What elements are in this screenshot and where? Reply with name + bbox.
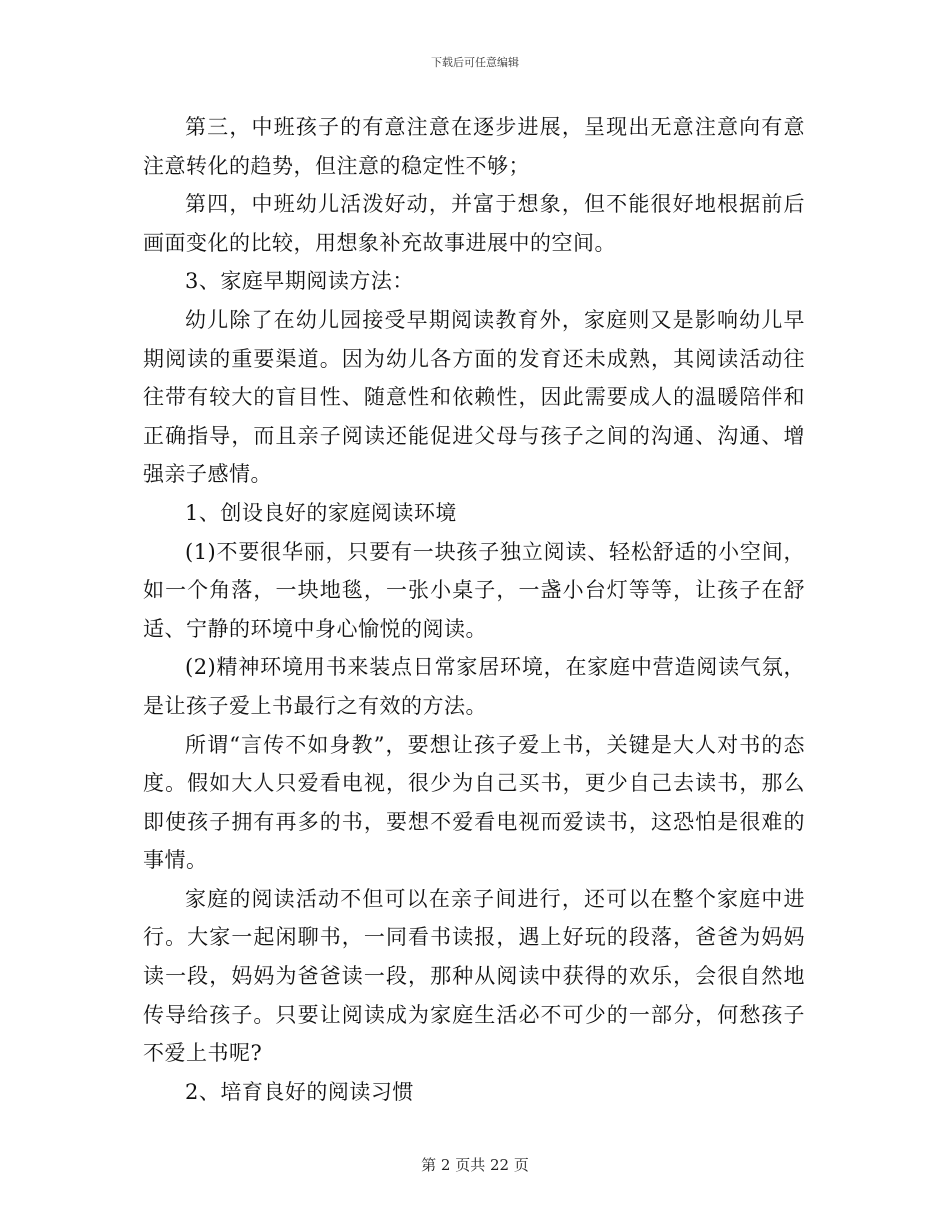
page-number-footer: 第 2 页共 22 页	[421, 1156, 529, 1174]
document-body	[143, 108, 805, 1111]
paragraph-family-channel: 幼儿除了在幼儿园接受早期阅读教育外，家庭则又是影响幼儿早期阅读的重要渠道。因为幼儿各方面的发育还未成熟，其阅读活动往往带有较大的盲目性、随意性和依赖性，因此需要成人的温暖陪伴和正确指导，而且亲子阅读还能促进父母与孩子之间的沟通、沟通、增强亲子感情。	[143, 307, 805, 487]
paragraph-physical-space: (1)不要很华丽，只要有一块孩子独立阅读、轻松舒适的小空间，如一个角落，一块地毯，一张小桌子，一盏小台灯等等，让孩子在舒适、宁静的环境中身心愉悦的阅读。	[143, 539, 805, 641]
paragraph-imagination-fourth: 第四，中班幼儿活泼好动，并富于想象，但不能很好地根据前后画面变化的比较，用想象补充故事进展中的空间。	[143, 192, 805, 255]
paragraph-whole-family-reading: 家庭的阅读活动不但可以在亲子间进行，还可以在整个家庭中进行。大家一起闲聊书，一同看书读报，遇上好玩的段落，爸爸为妈妈读一段，妈妈为爸爸读一段，那种从阅读中获得的欢乐，会很自然地传导给孩子。只要让阅读成为家庭生活必不可少的一部分，何愁孩子不爱上书呢?	[143, 886, 805, 1066]
section-heading-family-reading-methods: 3、家庭早期阅读方法：	[185, 269, 414, 294]
paragraph-spiritual-environment: (2)精神环境用书来装点日常家居环境，在家庭中营造阅读气氛，是让孩子爱上书最行之有效的方法。	[143, 655, 805, 718]
subheading-reading-habits: 2、培育良好的阅读习惯	[185, 1079, 414, 1104]
paragraph-lead-by-example: 所谓“言传不如身教”，要想让孩子爱上书，关键是大人对书的态度。假如大人只爱看电视，很少为自己买书，更少自己去读书，那么即使孩子拥有再多的书，要想不爱看电视而爱读书，这恐怕是很难的事情。	[143, 732, 805, 873]
paragraph-attention-third: 第三，中班孩子的有意注意在逐步进展，呈现出无意注意向有意注意转化的趋势，但注意的稳定性不够；	[143, 115, 805, 178]
subheading-reading-environment: 1、创设良好的家庭阅读环境	[185, 500, 457, 525]
page-header-note: 下载后可任意编辑	[431, 56, 519, 69]
